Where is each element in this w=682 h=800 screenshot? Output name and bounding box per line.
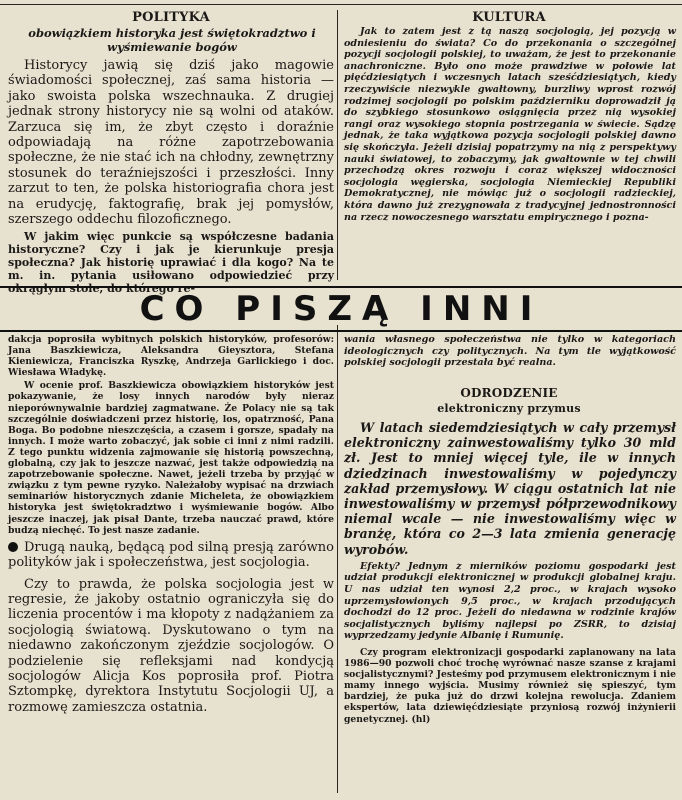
polityka-subtitle: obowiązkiem historyka jest świętokradztwo i wyśmiewanie bogów [28, 26, 316, 54]
kultura-body [344, 26, 676, 284]
odrodzenie-paragraph-3-text: Czy program elektronizacji gospodarki zaplanowany na lata 1986—90 pozwoli choć trochę wyrównać nasze szanse z krajami socjalistycznymi? Jesteśmy pod przymusem elektronicznym i nie mamy innego wyjścia. Musimy również się spieszyć, tym bardziej, że puka już do drzwi kolejna rewolucja. Zdaniem ekspertów, lata dziewięćdziesiąte przyniosą rozwój inżynierii genetycznej. [344, 646, 676, 725]
section-title-odrodzenie: ODRODZENIE [460, 386, 558, 400]
column-divider-bottom [337, 325, 338, 793]
odrodzenie-paragraph-3 [344, 647, 676, 725]
top-rule [0, 4, 682, 5]
column-divider-top [337, 10, 338, 280]
bullet-icon [8, 542, 18, 552]
banner-co-pisza-inni: CO PISZĄ INNI [0, 286, 682, 332]
historians-body [8, 334, 334, 794]
sociology-closing: Czy to prawda, że polska socjologia jest w regresie, że jakoby ostatnio ograniczyła się do liczenia procentów i ma kłopoty z nadążaniem za socjologią światową. Dyskutowano o tym na niedawno zakończonym zjeździe socjologów. O podzielenie się refleksjami nad kondycją socjologów Alicja Kos poprosiła prof. Piotra Sztompkę, dyrektora Instytutu Socjologii UJ, a rozmowę zamieszcza ostatnia. [8, 576, 334, 715]
odrodzenie-subtitle: elektroniczny przymus [437, 402, 581, 415]
odrodzenie-lead: W latach siedemdziesiątych w cały przemysł elektroniczny zainwestowaliśmy tylko 30 mld zł. Jest to mniej więcej tyle, ile w innych dziedzinach inwestowaliśmy w pojedynczy zakład przemysłowy. W ciągu ostatnich lat nie inwestowaliśmy w przemysł półprzewodnikowy niemal wcale — nie inwestowaliśmy więc w branżę, która co 2—3 lata zmienia generację wyrobów. [344, 420, 676, 557]
historians-paragraph-1: W ocenie prof. Baszkiewicza obowiązkiem historyków jest pokazywanie, że losy innych narodów były nieraz nieporównywalnie bardziej zagmatwane. Że Polacy nie są tak szczególnie doświadczeni przez historię, los, opatrzność, Pana Boga. Bo podobne nieszczęścia, a czasem i gorsze, spadały na innych. I może warto zobaczyć, jak sobie ci inni z nimi radzili. Z tego punktu widzenia zajmowanie się historią powszechną, globalną, czy jak to jeszcze nazwać, jest także odpowiedzią na zapotrzebowanie społeczne. Nawet, jeżeli trzeba by przyjąć w związku z tym pewne ryzyko. Należałoby wypisać na drzwiach seminariów historycznych zdanie Micheleta, że obowiązkiem historyka jest świętokradztwo i wyśmiewanie bogów. Albo jeszcze inaczej, jak pisał Dante, trzeba nauczać prawd, które budzą niechęć. To jest nasze zadanie. [8, 380, 334, 536]
kultura-paragraph-1: Jak to zatem jest z tą naszą socjologią, jej pozycją w odniesieniu do świata? Co do przekonania o szczególnej pozycji socjologii polskiej, to uważam, że jest to przekonanie anachroniczne. Było ono może prawdziwe w połowie lat pięćdziesiątych i wczesnych latach sześćdziesiątych, kiedy rzeczywiście niezwykle gwałtowny, burzliwy wprost rozwój rodzimej socjologii po polskim październiku doprowadził ją do szybkiego stosunkowo osiągnięcia przez nią wysokiej rangi oraz wysokiego stopnia postrzegania w świecie. Sądzę jednak, że taka wyjątkowa pozycja socjologii polskiej dawno się skończyła. Jeżeli dzisiaj popatrzymy na nią z perspektywy nauki światowej, to zobaczymy, jak gwałtownie w tej chwili przechodzą okres rozwoju i coraz większej widoczności socjologia węgierska, socjologia Niemieckiej Republiki Demokratycznej, nie mówiąc już o socjologii radzieckiej, która dawno już zrezygnowała z tradycyjnej jednostronności na rzecz nowoczesnego warsztatu empirycznego i pozna- [344, 26, 676, 223]
section-title-kultura: KULTURA [472, 10, 546, 25]
polityka-paragraph-1: Historycy jawią się dziś jako magowie świadomości społecznej, zaś sama historia — jako swoista polska wszechnauka. Z drugiej jednak strony historycy nie są wolni od ataków. Zarzuca się im, że zbyt często i doraźnie odpowiadają na różne zapotrzebowania społeczne, że nie stać ich na chłodny, zewnętrzny stosunek do teraźniejszości i przeszłości. Inny zarzut to ten, że polska historiografia chora jest na erudycję, faktografię, brak jej pomysłów, szerszego oddechu filozoficznego. [8, 58, 334, 228]
kultura-continuation [344, 334, 676, 382]
odrodzenie-body [344, 420, 676, 794]
historians-intro: dakcja poprosiła wybitnych polskich historyków, profesorów: Jana Baszkiewicza, Aleksandra Gieysztora, Stefana Kieniewicza, Franciszka Ryszkę, Andrzeja Garlickiego i doc. Wiesława Władykę. [8, 334, 334, 379]
polityka-paragraph-2: W jakim więc punkcie są współczesne badania historyczne? Czy i jak je kierunkuje presja społeczna? Jak historię uprawiać i dla kogo? Na te m. in. pytania usiłowano odpowiedzieć przy okrągłym stole, do którego re- [8, 230, 334, 296]
odrodzenie-paragraph-2: Efekty? Jednym z mierników poziomu gospodarki jest udział produkcji elektronicznej w produkcji globalnej kraju. U nas udział ten wynosi 2,2 proc., w krajach wysoko uprzemysłowionych 9,5 proc., w krajach przodujących dochodzi do 12 proc. Jeżeli do niedawna w rodzinie krajów socjalistycznych byliśmy najlepsi po ZSRR, to dzisiaj wyprzedzamy jedynie Albanię i Rumunię. [344, 560, 676, 642]
author-signature: (hl) [411, 713, 431, 725]
sociology-lead [8, 540, 334, 571]
sociology-lead-text: Drugą nauką, będącą pod silną presją zarówno polityków jak i społeczeństwa, jest socjologia. [8, 539, 334, 571]
polityka-body [8, 58, 334, 296]
section-title-polityka: POLITYKA [132, 10, 210, 25]
kultura-continuation-text: wania własnego społeczeństwa nie tylko w kategoriach ideologicznych czy politycznych. Na tym tle wyjątkowość polskiej socjologii przestała być realna. [344, 334, 676, 369]
